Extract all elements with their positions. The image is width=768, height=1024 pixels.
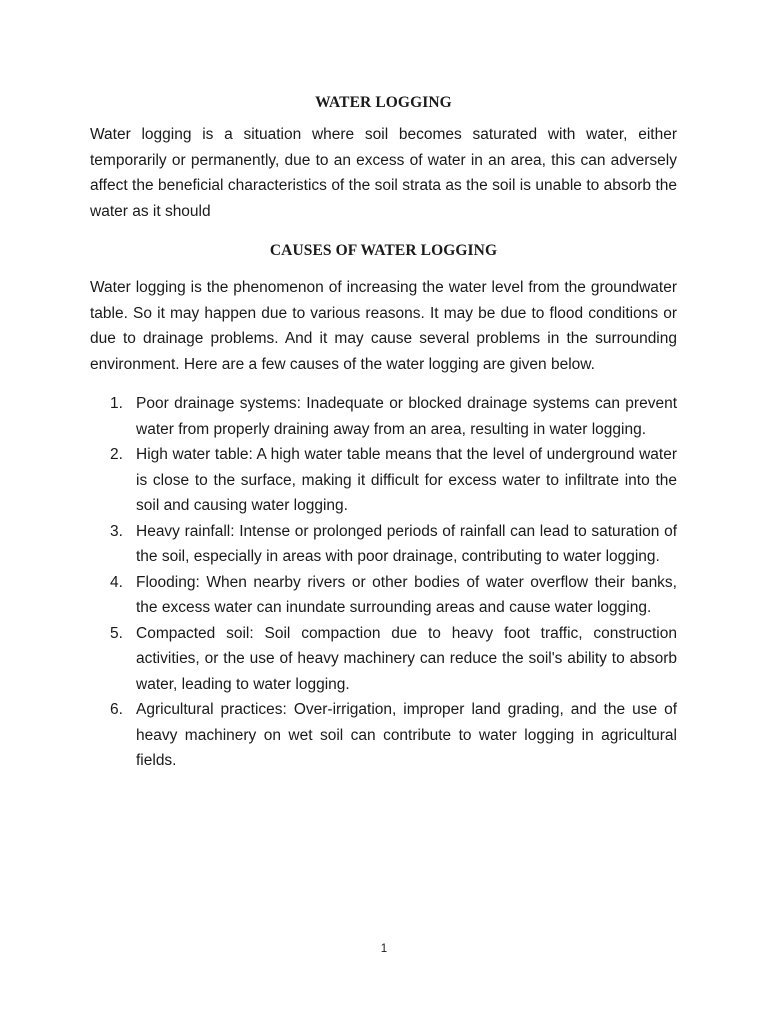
intro-paragraph: Water logging is a situation where soil becomes saturated with water, either temporarily or permanently, due to an excess of water in an area, this can adversely affect the beneficial characteristics of the soil strata as the soil is unable to absorb the water as it should xyxy=(90,126,677,220)
list-item-number: 6. xyxy=(110,701,123,718)
list-item-number: 3. xyxy=(110,522,123,540)
causes-intro-paragraph: Water logging is the phenomenon of increasing the water level from the groundwater table. So it may happen due to various reasons. It may be due to flood conditions or due to drainage problems. And it may cause several problems in the surrounding environment. Here are a few causes of the water logging are given below. xyxy=(90,279,677,373)
page-content xyxy=(90,92,677,774)
list-item-number: 1. xyxy=(110,395,123,412)
document-title: WATER LOGGING xyxy=(315,94,452,111)
list-item xyxy=(90,391,677,442)
list-item-text: Heavy rainfall: Intense or prolonged periods of rainfall can lead to saturation of the soil, especially in areas with poor drainage, contributing to water logging. xyxy=(136,522,677,565)
list-item-number: 5. xyxy=(110,624,123,642)
causes-heading: CAUSES OF WATER LOGGING xyxy=(269,242,498,259)
list-item-number: 2. xyxy=(110,446,123,463)
list-item-text: Flooding: When nearby rivers or other bodies of water overflow their banks, the excess water can inundate surrounding areas and cause water logging. xyxy=(136,573,677,616)
page-number: 1 xyxy=(380,943,388,955)
list-item xyxy=(90,697,677,774)
list-item xyxy=(90,570,677,621)
list-item xyxy=(90,442,677,519)
list-item xyxy=(90,621,677,698)
list-item xyxy=(90,519,677,570)
list-item-text: High water table: A high water table means that the level of underground water is close to the surface, making it difficult for excess water to infiltrate into the soil and causing water logging. xyxy=(136,446,677,514)
list-item-text: Agricultural practices: Over-irrigation, improper land grading, and the use of heavy machinery on wet soil can contribute to water logging in agricultural fields. xyxy=(136,701,677,769)
list-item-text: Poor drainage systems: Inadequate or blocked drainage systems can prevent water from properly draining away from an area, resulting in water logging. xyxy=(136,395,677,438)
list-item-number: 4. xyxy=(110,573,123,591)
causes-list xyxy=(90,391,677,774)
list-item-text: Compacted soil: Soil compaction due to heavy foot traffic, construction activities, or the use of heavy machinery can reduce the soil's ability to absorb water, leading to water logging. xyxy=(136,624,677,693)
